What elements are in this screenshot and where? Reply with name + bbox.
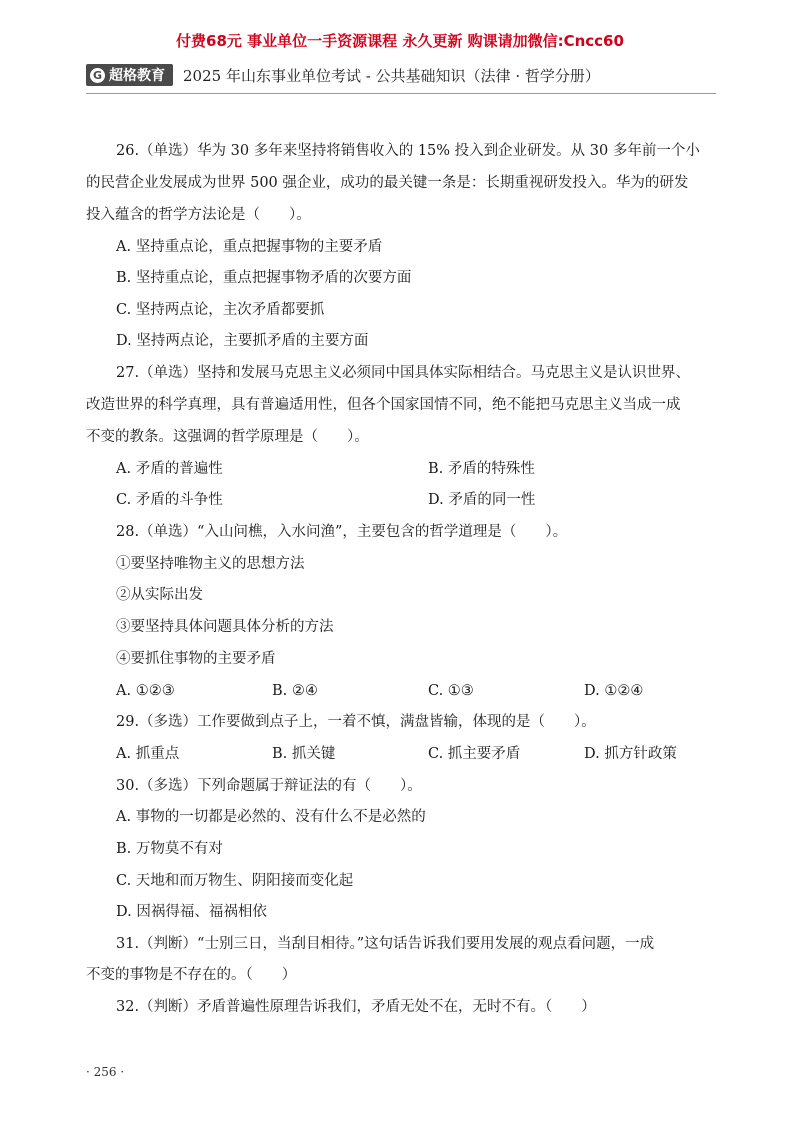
question-27-line-1: 27.（单选）坚持和发展马克思主义必须同中国具体实际相结合。马克思主义是认识世界、 <box>116 365 691 381</box>
question-32-line-1: 32.（判断）矛盾普遍性原理告诉我们，矛盾无处不在，无时不有。（ ） <box>116 999 596 1015</box>
page-number: · 256 · <box>86 1065 125 1079</box>
question-28-line-1: 28.（单选）“入山问樵，入水问渔”，主要包含的哲学道理是（ ）。 <box>116 524 568 540</box>
question-29-option-a: A. 抓重点 <box>116 746 180 762</box>
question-28-statement-4: ④要抓住事物的主要矛盾 <box>116 651 276 667</box>
question-26-line-2: 的民营企业发展成为世界 500 强企业，成功的最关键一条是：长期重视研发投入。华为的研发 <box>86 175 689 191</box>
publisher-logo <box>86 64 173 86</box>
question-26-option-b: B. 坚持重点论，重点把握事物矛盾的次要方面 <box>116 270 412 286</box>
question-29-option-c: C. 抓主要矛盾 <box>428 746 521 762</box>
question-28-option-a: A. ①②③ <box>116 683 175 699</box>
question-26-line-3: 投入蕴含的哲学方法论是（ ）。 <box>86 207 311 223</box>
question-30-option-d: D. 因祸得福、福祸相依 <box>116 904 267 920</box>
page-header <box>86 64 716 86</box>
header-divider <box>86 93 716 94</box>
question-27-line-3: 不变的教条。这强调的哲学原理是（ ）。 <box>86 429 369 445</box>
question-29-option-d: D. 抓方针政策 <box>584 746 677 762</box>
question-28-statement-1: ①要坚持唯物主义的思想方法 <box>116 556 305 572</box>
question-27-line-2: 改造世界的科学真理，具有普遍适用性，但各个国家国情不同，绝不能把马克思主义当成一成 <box>86 397 681 413</box>
question-30-option-a: A. 事物的一切都是必然的、没有什么不是必然的 <box>116 809 426 825</box>
book-title: 2025 年山东事业单位考试 - 公共基础知识（法律 · 哲学分册） <box>183 66 600 85</box>
logo-text: 超格教育 <box>109 68 165 84</box>
question-31-line-1: 31.（判断）“士别三日，当刮目相待。”这句话告诉我们要用发展的观点看问题，一成 <box>116 936 655 952</box>
question-30-option-c: C. 天地和而万物生、阴阳接而变化起 <box>116 873 354 889</box>
question-28-option-b: B. ②④ <box>272 683 318 699</box>
question-28-option-d: D. ①②④ <box>584 683 644 699</box>
question-30-option-b: B. 万物莫不有对 <box>116 841 223 857</box>
question-28-statement-2: ②从实际出发 <box>116 587 203 603</box>
question-26-option-d: D. 坚持两点论，主要抓矛盾的主要方面 <box>116 333 369 349</box>
question-31-line-2: 不变的事物是不存在的。（ ） <box>86 967 297 983</box>
question-26-line-1: 26.（单选）华为 30 多年来坚持将销售收入的 15% 投入到企业研发。从 30 多年前一个小 <box>116 143 700 159</box>
question-29-line-1: 29.（多选）工作要做到点子上，一着不慎，满盘皆输，体现的是（ ）。 <box>116 714 596 730</box>
question-28-option-c: C. ①③ <box>428 683 474 699</box>
question-27-option-a: A. 矛盾的普遍性 <box>116 461 223 477</box>
question-29-option-b: B. 抓关键 <box>272 746 336 762</box>
question-27-option-b: B. 矛盾的特殊性 <box>428 461 535 477</box>
question-26-option-c: C. 坚持两点论，主次矛盾都要抓 <box>116 302 325 318</box>
question-27-option-c: C. 矛盾的斗争性 <box>116 492 223 508</box>
question-28-statement-3: ③要坚持具体问题具体分析的方法 <box>116 619 334 635</box>
logo-g-icon: G <box>90 68 105 83</box>
promo-banner: 付费68元 事业单位一手资源课程 永久更新 购课请加微信:Cncc60 <box>176 32 624 50</box>
question-27-option-d: D. 矛盾的同一性 <box>428 492 536 508</box>
question-26-option-a: A. 坚持重点论，重点把握事物的主要矛盾 <box>116 239 383 255</box>
question-30-line-1: 30.（多选）下列命题属于辩证法的有（ ）。 <box>116 778 422 794</box>
